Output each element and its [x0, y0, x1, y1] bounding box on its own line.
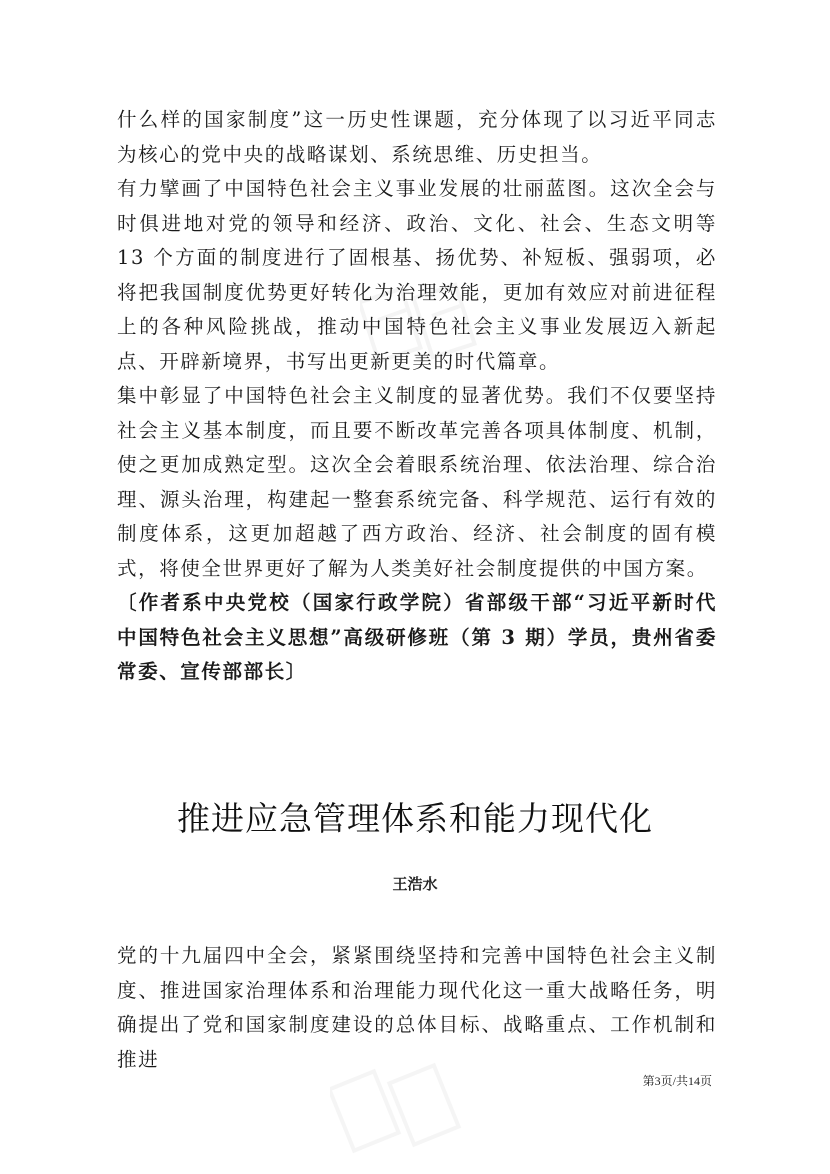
author-note: 〔作者系中央党校（国家行政学院）省部级干部“习近平新时代中国特色社会主义思想”高级研修班（第 3 期）学员，贵州省委常委、宣传部部长〕 — [117, 591, 717, 683]
article-body-continued — [117, 103, 717, 690]
paragraph: 有力擘画了中国特色社会主义事业发展的壮丽蓝图。这次全会与时俱进地对党的领导和经济、政治、文化、社会、生态文明等 13 个方面的制度进行了固根基、扬优势、补短板、强弱项，必将把我国制度优势更好转化为治理效能，更加有效应对前进征程上的各种风险挑战，推动中国特色社会主义事业发展迈入新起点、开辟新境界，书写出更新更美的时代篇章。 — [117, 177, 717, 373]
article-title: 推进应急管理体系和能力现代化 — [177, 799, 653, 838]
article-body — [117, 939, 717, 1077]
paragraph: 党的十九届四中全会，紧紧围绕坚持和完善中国特色社会主义制度、推进国家治理体系和治理能力现代化这一重大战略任务，明确提出了党和国家制度建设的总体目标、战略重点、工作机制和推进 — [117, 944, 717, 1071]
paragraph: 集中彰显了中国特色社会主义制度的显著优势。我们不仅要坚持社会主义基本制度，而且要不断改革完善各项具体制度、机制，使之更加成熟定型。这次全会着眼系统治理、依法治理、综合治理、源头治理，构建起一整套系统完备、科学规范、运行有效的制度体系，这更加超越了西方政治、经济、社会制度的固有模式，将使全世界更好了解为人类美好社会制度提供的中国方案。 — [117, 384, 717, 580]
page-number: 第3页/共14页 — [642, 1074, 712, 1088]
article-author: 王浩水 — [392, 875, 438, 893]
paragraph: 什么样的国家制度”这一历史性课题，充分体现了以习近平同志为核心的党中央的战略谋划、系统思维、历史担当。 — [117, 108, 717, 166]
